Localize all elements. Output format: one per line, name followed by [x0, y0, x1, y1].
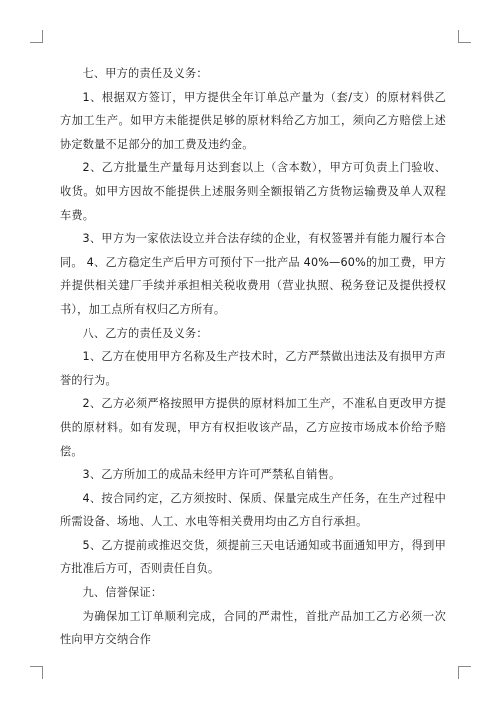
section-heading-party-a-duties: 七、甲方的责任及义务：	[82, 67, 208, 80]
party-b-clause-1: 1、乙方在使用甲方名称及生产技术时，乙方严禁做出违法及有损甲方声誉的行为。	[60, 350, 446, 387]
party-b-clause-4: 4、按合同约定，乙方须按时、保质、保量完成生产任务，在生产过程中所需设备、场地、人工、水电等相关费用均由乙方自行承担。	[60, 491, 446, 529]
crop-mark-bottom-right	[458, 666, 471, 679]
crop-mark-bottom-left	[30, 666, 43, 679]
party-b-clause-3: 3、乙方所加工的成品未经甲方许可严禁私自销售。	[82, 468, 341, 482]
party-a-clause-3-4: 3、甲方为一家依法设立并合法存续的企业，有权签署并有能力履行本合同。 4、乙方稳定生产后甲方可预付下一批产品 40%—60%的加工费，甲方并提供相关建厂手续并承担相关税收费用（营业执照、税务登记及提供授权书），加工点所有权归乙方所有。	[60, 232, 446, 316]
party-a-clause-1: 1、根据双方签订，甲方提供全年订单总产量为（套/支）的原材料供乙方加工生产。如甲方未能提供足够的原材料给乙方加工，须向乙方赔偿上述协定数量不足部分的加工费及违约金。	[60, 90, 446, 151]
section-heading-party-b-duties: 八、乙方的责任及义务：	[82, 326, 208, 340]
party-b-clause-5: 5、乙方提前或推迟交货，须提前三天电话通知或书面通知甲方，得到甲方批准后方可，否则责任自负。	[60, 538, 446, 576]
party-b-clause-2: 2、乙方必须严格按照甲方提供的原材料加工生产，不准私自更改甲方提供的原材料。如有发现，甲方有权拒收该产品，乙方应按市场成本价给予赔偿。	[60, 397, 446, 458]
crop-mark-top-right	[458, 30, 471, 43]
crop-mark-top-left	[30, 30, 43, 43]
document-body	[60, 62, 446, 652]
section-heading-credit-guarantee: 九、信誉保证：	[82, 586, 163, 600]
credit-guarantee-body: 为确保加工订单顺利完成，合同的严肃性，首批产品加工乙方必须一次性向甲方交纳合作	[60, 609, 446, 647]
party-a-clause-2: 2、乙方批量生产量每月达到套以上（含本数），甲方可负责上门验收、收货。如甲方因故不能提供上述服务则全额报销乙方货物运输费及单人双程车费。	[60, 161, 446, 222]
